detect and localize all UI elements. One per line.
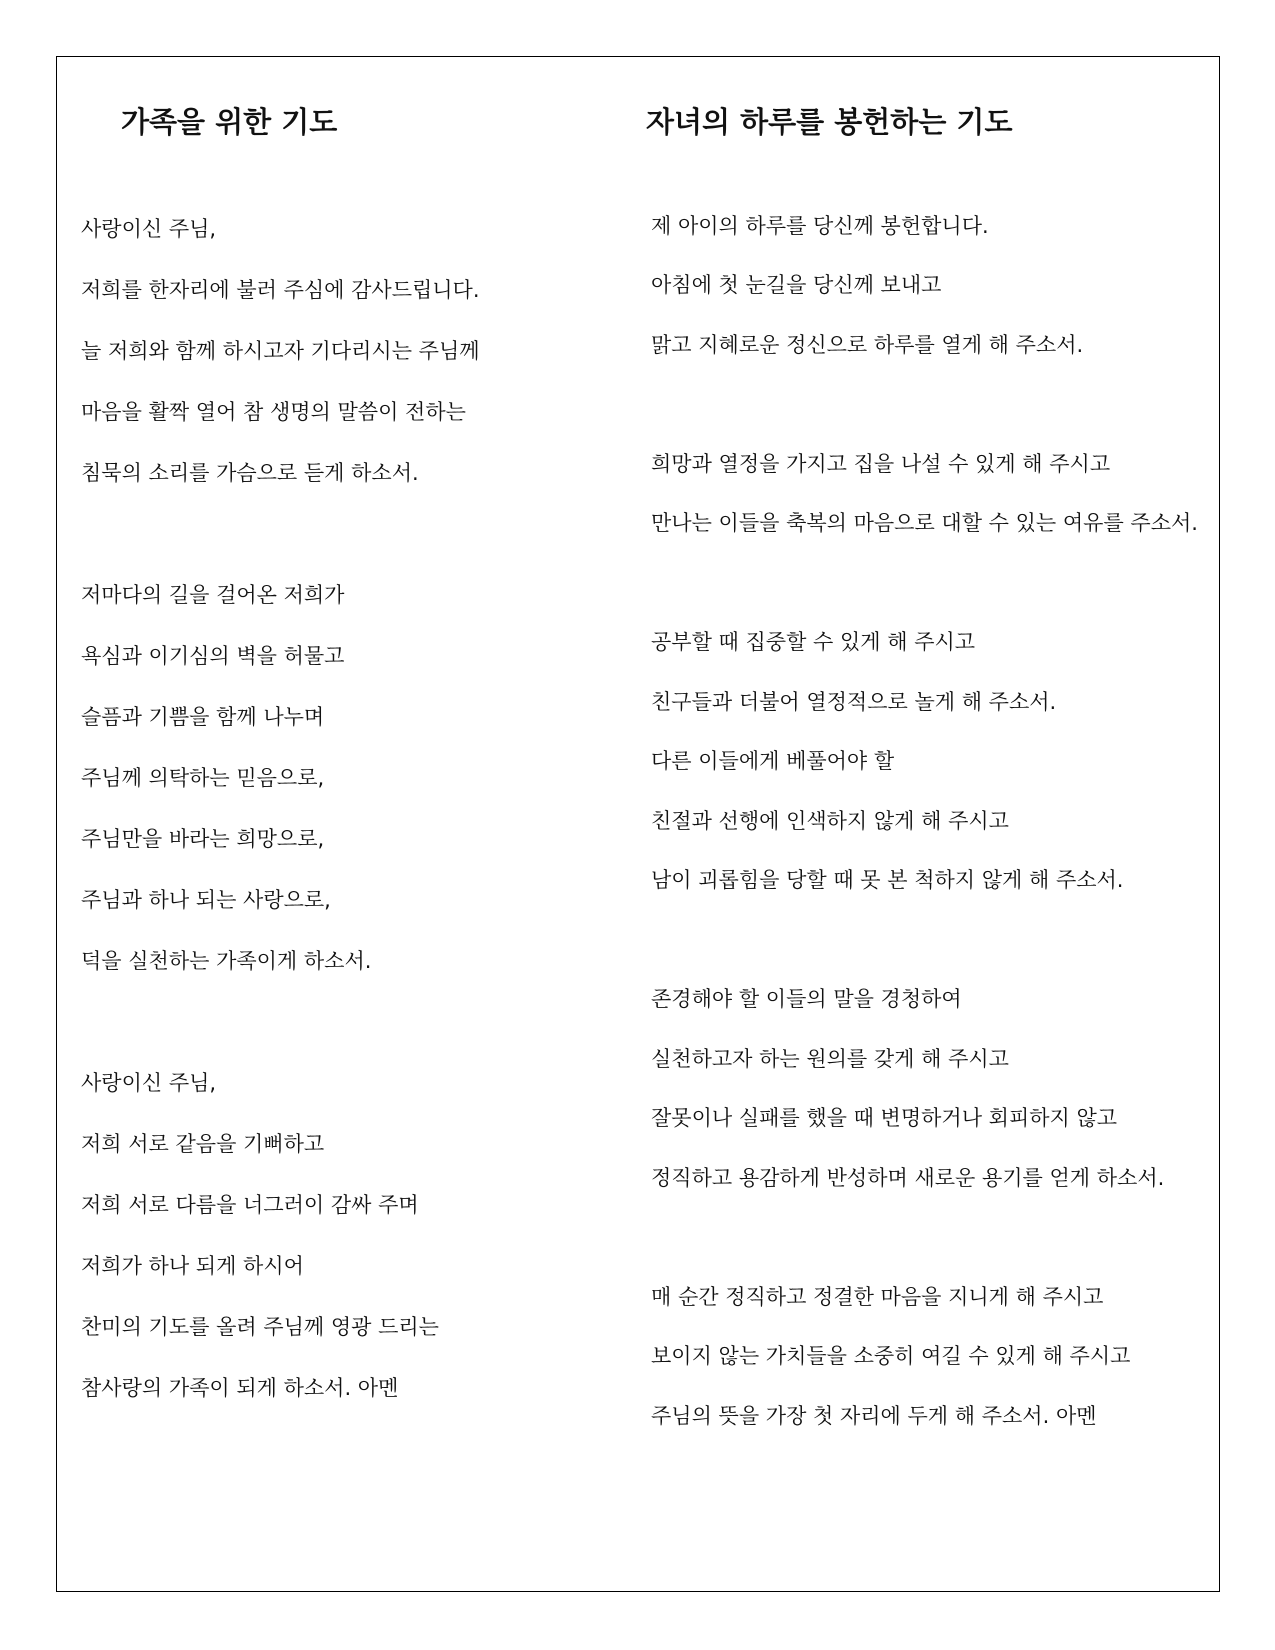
right-prayer-line: 친구들과 더불어 열정적으로 놀게 해 주소서. — [651, 690, 1057, 714]
right-prayer-line: 희망과 열정을 가지고 집을 나설 수 있게 해 주시고 — [651, 452, 1111, 476]
left-prayer-line: 저희 서로 다름을 너그러이 감싸 주며 — [81, 1193, 419, 1217]
left-prayer-line: 주님만을 바라는 희망으로, — [81, 827, 325, 851]
left-prayer-title: 가족을 위한 기도 — [121, 105, 338, 139]
right-prayer-line: 아침에 첫 눈길을 당신께 보내고 — [651, 273, 942, 297]
right-prayer-line: 제 아이의 하루를 당신께 봉헌합니다. — [651, 214, 989, 238]
left-prayer-line: 욕심과 이기심의 벽을 허물고 — [81, 644, 345, 668]
left-prayer-line: 저희를 한자리에 불러 주심에 감사드립니다. — [81, 278, 480, 302]
left-prayer-line: 저희가 하나 되게 하시어 — [81, 1254, 304, 1278]
left-prayer-line: 덕을 실천하는 가족이게 하소서. — [81, 949, 372, 973]
right-prayer-line: 실천하고자 하는 원의를 갖게 해 주시고 — [651, 1047, 1009, 1071]
right-prayer-line: 다른 이들에게 베풀어야 할 — [651, 749, 895, 773]
right-prayer-line: 공부할 때 집중할 수 있게 해 주시고 — [651, 630, 976, 654]
left-prayer-line: 찬미의 기도를 올려 주님께 영광 드리는 — [81, 1315, 439, 1339]
left-prayer-line: 사랑이신 주님, — [81, 217, 217, 241]
right-prayer-line: 정직하고 용감하게 반성하며 새로운 용기를 얻게 하소서. — [651, 1166, 1165, 1190]
right-prayer-line: 만나는 이들을 축복의 마음으로 대할 수 있는 여유를 주소서. — [651, 511, 1198, 535]
right-prayer-line: 존경해야 할 이들의 말을 경청하여 — [651, 987, 962, 1011]
right-prayer-line: 보이지 않는 가치들을 소중히 여길 수 있게 해 주시고 — [651, 1344, 1131, 1368]
right-prayer-line: 매 순간 정직하고 정결한 마음을 지니게 해 주시고 — [651, 1285, 1104, 1309]
left-prayer-line: 사랑이신 주님, — [81, 1071, 217, 1095]
left-prayer-line: 저마다의 길을 걸어온 저희가 — [81, 583, 345, 607]
right-prayer-line: 잘못이나 실패를 했을 때 변명하거나 회피하지 않고 — [651, 1106, 1118, 1130]
left-prayer-line: 주님께 의탁하는 믿음으로, — [81, 766, 325, 790]
left-prayer-line: 주님과 하나 되는 사랑으로, — [81, 888, 331, 912]
left-prayer-line: 참사랑의 가족이 되게 하소서. 아멘 — [81, 1376, 399, 1400]
right-prayer-line: 남이 괴롭힘을 당할 때 못 본 척하지 않게 해 주소서. — [651, 868, 1124, 892]
right-prayer-line: 친절과 선행에 인색하지 않게 해 주시고 — [651, 809, 1009, 833]
right-prayer-title: 자녀의 하루를 봉헌하는 기도 — [646, 105, 1013, 139]
right-prayer-line: 주님의 뜻을 가장 첫 자리에 두게 해 주소서. 아멘 — [651, 1404, 1097, 1428]
left-prayer-line: 침묵의 소리를 가슴으로 듣게 하소서. — [81, 461, 419, 485]
right-prayer-line: 맑고 지혜로운 정신으로 하루를 열게 해 주소서. — [651, 333, 1084, 357]
left-prayer-line: 늘 저희와 함께 하시고자 기다리시는 주님께 — [81, 339, 480, 363]
left-prayer-line: 저희 서로 같음을 기뻐하고 — [81, 1132, 325, 1156]
left-prayer-line: 마음을 활짝 열어 참 생명의 말씀이 전하는 — [81, 400, 466, 424]
left-prayer-line: 슬픔과 기쁨을 함께 나누며 — [81, 705, 325, 729]
